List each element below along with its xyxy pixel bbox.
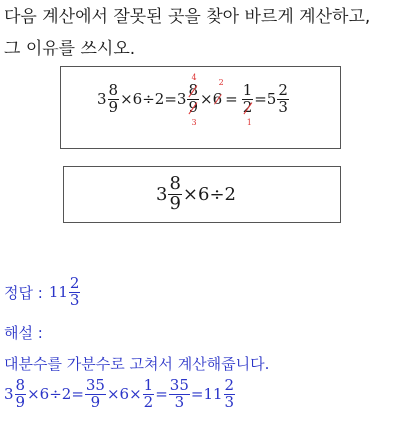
problem-whole: 3 [156,183,168,205]
fraction-2-3: $\frac{2}{3}$ [278,81,288,116]
fraction-1-2: 1 2 1 [242,81,253,127]
question-line-1: 다음 계산에서 잘못된 곳을 찾아 바르게 계산하고, [4,7,371,27]
wrong-calculation-box [60,66,341,149]
times-sign: × [199,90,213,109]
correction-4: 4 [191,73,197,82]
expl-fraction-1: $\frac{8}{9}$ [15,376,26,411]
operator-text: ×6÷2=3 [120,90,187,109]
problem-expression [156,175,236,214]
equals-five: =5 [254,90,277,109]
fraction-crossed: 4 8 9 3 [188,73,198,127]
expl-fraction-2: $\frac{35}{9}$ [85,376,105,411]
correction-3: 3 [191,117,197,127]
problem-rest: ×6÷2 [182,183,236,205]
explanation-label: 해설 : [4,324,43,342]
explanation-expression: 3 $\frac{8}{9}$ ×6÷2= $\frac{35}{9}$ ×6× $\frac{1}{2}$ = $\frac{35}{3}$ =11 $\frac{2}{3}$ [4,376,235,411]
explanation-text: 대분수를 가분수로 고쳐서 계산해줍니다. [4,355,270,373]
answer-line [4,276,81,309]
problem-expression-box [63,166,341,223]
fraction-8-9: $\frac{8}{9}$ [108,81,119,116]
expl-fraction-3: $\frac{1}{2}$ [143,376,154,411]
equals-sign: = [225,90,238,109]
correction-2: 2 [218,78,224,88]
expl-fraction-4: $\frac{35}{3}$ [169,376,189,411]
expl-fraction-5: $\frac{2}{3}$ [224,376,235,411]
crossed-six: 2 6 [212,78,224,109]
question-line-2: 그 이유를 쓰시오. [4,39,136,59]
answer-fraction: $\frac{2}{3}$ [69,274,80,309]
answer-whole: 11 [48,283,68,302]
answer-label: 정답 : [4,283,43,302]
problem-fraction: $\frac{8}{9}$ [169,173,181,214]
correction-1: 1 [246,117,252,127]
whole-number: 3 [97,90,107,109]
wrong-calculation-expression [97,73,290,127]
